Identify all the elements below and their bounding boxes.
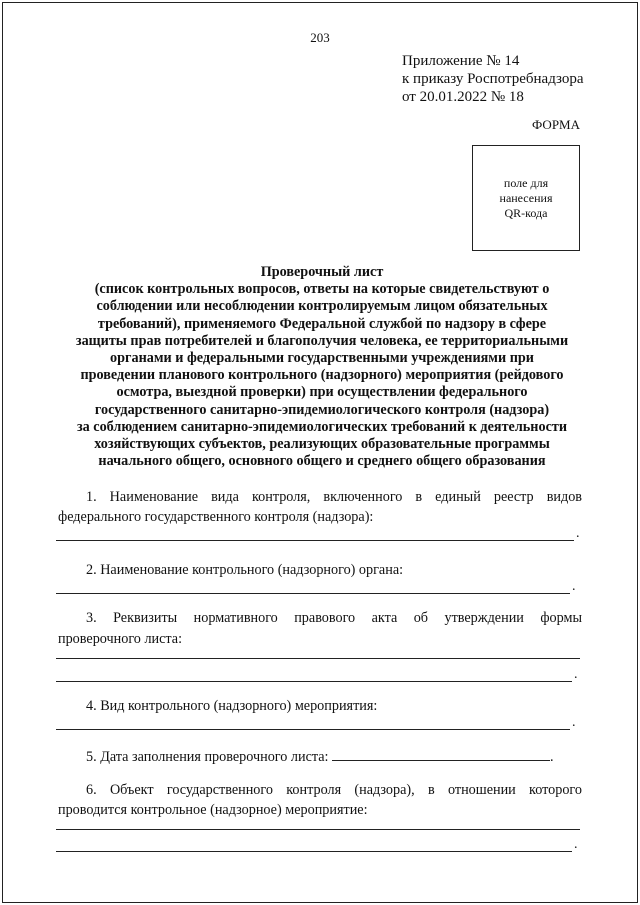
appendix-line-1: Приложение № 14	[402, 53, 520, 69]
item-4-label: 4. Вид контрольного (надзорного) мероприятия:	[86, 698, 378, 714]
item-5-date-field[interactable]	[332, 746, 550, 761]
title-line: проведении планового контрольного (надзорного) мероприятия (рейдового	[80, 367, 564, 384]
title-line: хозяйствующих субъектов, реализующих образовательные программы	[94, 436, 550, 453]
item-3-line-1: 3. Реквизиты нормативного правового акта об утверждении формы	[86, 610, 582, 626]
title-line: за соблюдением санитарно-эпидемиологических требований к деятельности	[76, 418, 568, 435]
item-5-label: 5. Дата заполнения проверочного листа:	[86, 749, 329, 765]
item-1-fill-line[interactable]	[56, 540, 574, 541]
form-label: ФОРМА	[532, 117, 580, 132]
qr-box-line-2: нанесения	[499, 190, 553, 205]
title-line: осмотра, выездной проверки) при осуществлении федерального	[116, 384, 528, 401]
title-line: начального общего, основного общего и среднего общего образования	[98, 453, 546, 470]
item-1-line-2: федерального государственного контроля (надзора):	[58, 509, 374, 525]
item-6-fill-line-2[interactable]	[56, 851, 572, 852]
title-line: государственного санитарно-эпидемиологического контроля (надзора)	[94, 401, 550, 418]
item-6-fill-line-1[interactable]	[56, 829, 580, 830]
title-line: (список контрольных вопросов, ответы на которые свидетельствуют о	[94, 281, 550, 298]
appendix-header	[402, 52, 584, 106]
title-line: защиты прав потребителей и благополучия человека, ее территориальными	[75, 332, 569, 349]
appendix-line-2: к приказу Роспотребнадзора	[402, 71, 584, 87]
qr-box-line-3: QR-кода	[504, 205, 548, 220]
qr-box-line-1: поле для	[503, 175, 549, 190]
page-number: 203	[310, 30, 330, 45]
title-line: органами и федеральными государственными учреждениями при	[110, 350, 534, 367]
item-4-fill-line[interactable]	[56, 729, 570, 730]
qr-code-field	[472, 145, 580, 251]
item-3-line-2: проверочного листа:	[58, 631, 183, 647]
item-6-line-2: проводится контрольное (надзорное) мероприятие:	[58, 802, 368, 818]
item-3-fill-line-1[interactable]	[56, 658, 580, 659]
item-3-fill-line-2[interactable]	[56, 681, 572, 682]
document-title	[60, 264, 584, 470]
title-line: соблюдении или несоблюдении контролируемым лицом обязательных	[96, 298, 548, 315]
title-heading: Проверочный лист	[260, 264, 384, 280]
appendix-line-3: от 20.01.2022 № 18	[402, 89, 524, 105]
title-line: требований), применяемого Федеральной службой по надзору в сфере	[97, 315, 547, 332]
item-2-label: 2. Наименование контрольного (надзорного) органа:	[86, 562, 404, 578]
item-1-line-1: 1. Наименование вида контроля, включенного в единый реестр видов	[86, 489, 582, 505]
item-5-row: 5. Дата заполнения проверочного листа: .	[58, 746, 610, 767]
item-6-line-1: 6. Объект государственного контроля (надзора), в отношении которого	[86, 782, 582, 798]
item-2-fill-line[interactable]	[56, 593, 570, 594]
